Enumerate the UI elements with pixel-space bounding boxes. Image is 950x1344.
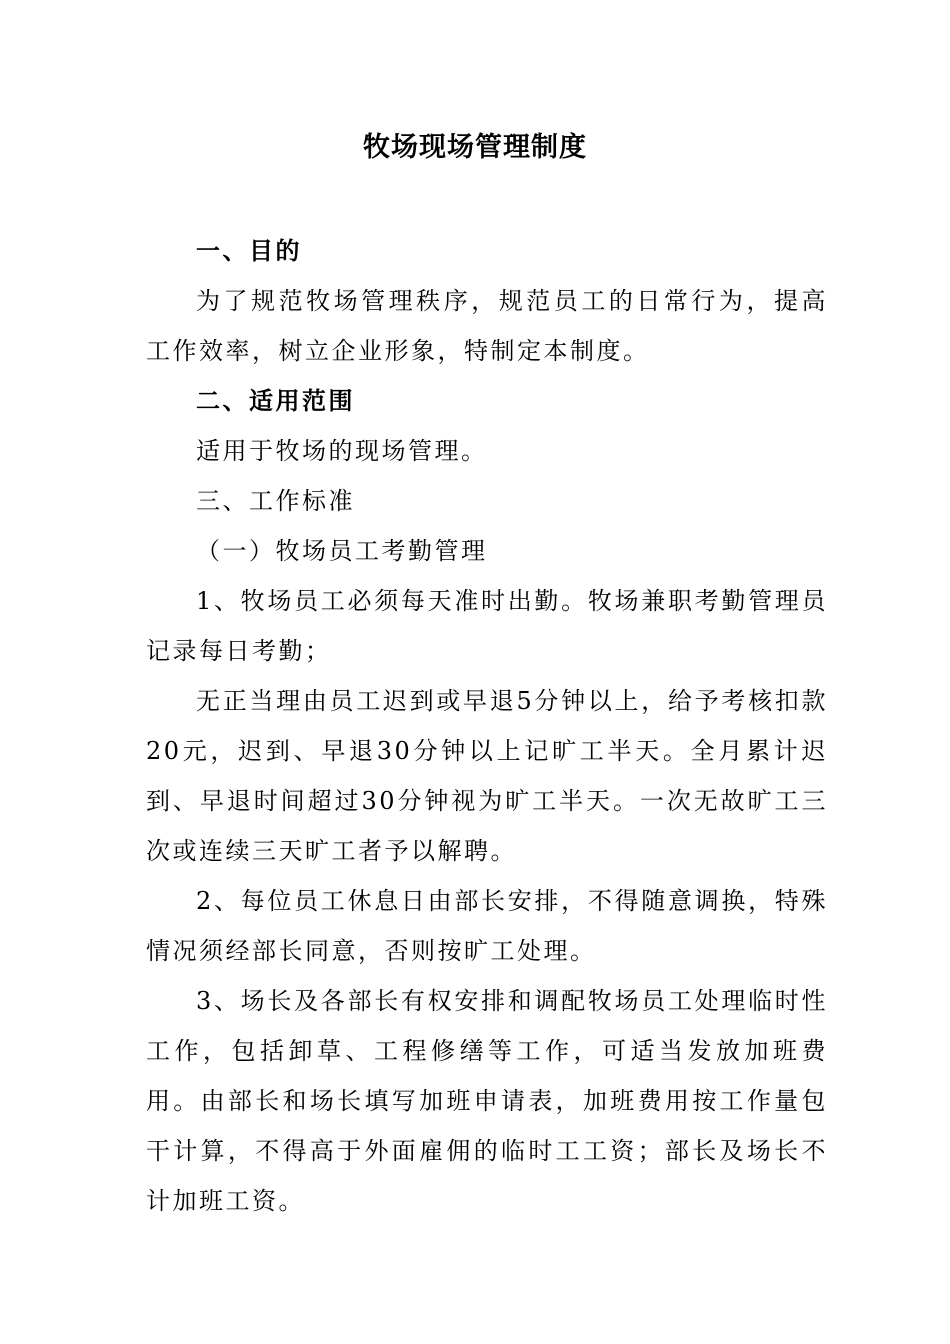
paragraph-scope: 适用于牧场的现场管理。 bbox=[196, 437, 488, 465]
paragraph-late-penalty: 无正当理由员工迟到或早退5分钟以上，给予考核扣款20元，迟到、早退30分钟以上记旷工半天。全月累计迟到、早退时间超过30分钟视为旷工半天。一次无故旷工三次或连续三天旷工者予以解聘。 bbox=[146, 687, 828, 865]
subsection-heading-attendance: （一）牧场员工考勤管理 bbox=[196, 537, 488, 565]
section-heading-scope: 二、适用范围 bbox=[196, 387, 355, 415]
section-heading-standards: 三、工作标准 bbox=[196, 487, 355, 515]
paragraph-rule-1: 1、牧场员工必须每天准时出勤。牧场兼职考勤管理员记录每日考勤； bbox=[146, 587, 828, 665]
document-title: 牧场现场管理制度 bbox=[363, 132, 587, 163]
paragraph-rule-3: 3、场长及各部长有权安排和调配牧场员工处理临时性工作，包括卸草、工程修缮等工作，可适当发放加班费用。由部长和场长填写加班申请表，加班费用按工作量包干计算，不得高于外面雇佣的临时工工资；部长及场长不计加班工资。 bbox=[146, 987, 828, 1215]
paragraph-rule-2: 2、每位员工休息日由部长安排，不得随意调换，特殊情况须经部长同意，否则按旷工处理。 bbox=[146, 887, 828, 965]
document-body bbox=[146, 226, 828, 1226]
paragraph-purpose: 为了规范牧场管理秩序，规范员工的日常行为，提高工作效率，树立企业形象，特制定本制度。 bbox=[146, 287, 828, 365]
section-heading-purpose: 一、目的 bbox=[196, 237, 302, 265]
